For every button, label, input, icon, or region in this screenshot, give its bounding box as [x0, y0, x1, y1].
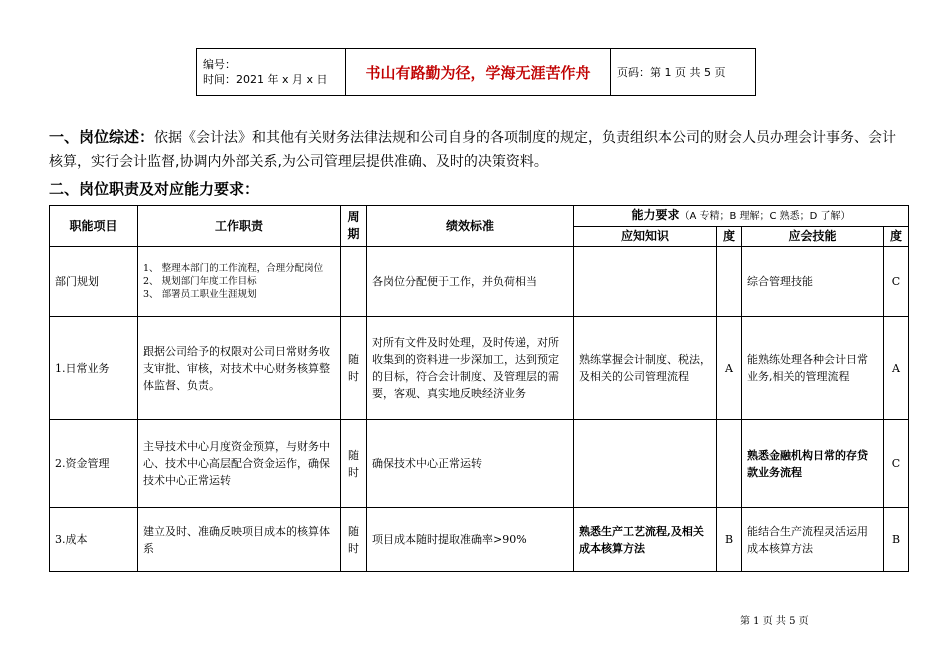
cell-degree-knowledge — [717, 247, 742, 317]
header-standard: 绩效标准 — [367, 206, 574, 247]
section-overview — [49, 125, 909, 174]
cell-degree-skill: C — [884, 247, 909, 317]
header-ability-title: 能力要求 — [631, 208, 680, 222]
cell-degree-skill: B — [884, 508, 909, 572]
cell-function: 1.日常业务 — [50, 317, 138, 420]
table-row — [50, 247, 909, 317]
cell-period: 随时 — [341, 508, 367, 572]
cell-period: 随时 — [341, 317, 367, 420]
list-item: 1、 整理本部门的工作流程，合理分配岗位 — [143, 263, 324, 274]
header-meta — [197, 49, 346, 96]
document-header — [196, 48, 756, 96]
cell-degree-knowledge: A — [717, 317, 742, 420]
table-row — [50, 508, 909, 572]
cell-standard: 对所有文件及时处理，及时传递，对所收集到的资料进一步深加工，达到预定的目标，符合会计制度、及管理层的需要，客观、真实地反映经济业务 — [367, 317, 574, 420]
cell-knowledge: 熟悉生产工艺流程,及相关成本核算方法 — [574, 508, 717, 572]
number-label: 编号： — [203, 58, 236, 71]
cell-standard: 确保技术中心正常运转 — [367, 420, 574, 508]
cell-degree-knowledge: B — [717, 508, 742, 572]
header-ability — [574, 206, 909, 227]
cell-duty: 跟据公司给予的权限对公司日常财务收支审批、审核，对技术中心财务核算整体监督、负责。 — [138, 317, 341, 420]
cell-degree-knowledge — [717, 420, 742, 508]
time-label: 时间：2021 年 x 月 x 日 — [203, 73, 328, 86]
cell-period: 随时 — [341, 420, 367, 508]
cell-period — [341, 247, 367, 317]
cell-duty — [138, 247, 341, 317]
cell-skill: 能结合生产流程灵活运用成本核算方法 — [742, 508, 884, 572]
header-function: 职能项目 — [50, 206, 138, 247]
cell-knowledge: 熟练掌握会计制度、税法，及相关的公司管理流程 — [574, 317, 717, 420]
header-page: 页码：第 1 页 共 5 页 — [611, 49, 756, 96]
header-skill: 应会技能 — [742, 227, 884, 247]
section-overview-text: 依据《会计法》和其他有关财务法律法规和公司自身的各项制度的规定，负责组织本公司的财会人员办理会计事务、会计核算，实行会计监督,协调内外部关系,为公司管理层提供准确、及时的决策资料。 — [49, 130, 897, 170]
cell-duty: 主导技术中心月度资金预算，与财务中心、技术中心高层配合资金运作，确保技术中心正常运转 — [138, 420, 341, 508]
cell-skill: 能熟练处理各种会计日常业务,相关的管理流程 — [742, 317, 884, 420]
duty-list — [143, 262, 335, 301]
header-period: 周期 — [341, 206, 367, 247]
cell-skill: 综合管理技能 — [742, 247, 884, 317]
cell-degree-skill: C — [884, 420, 909, 508]
section-overview-title: 一、岗位综述： — [49, 128, 155, 146]
list-item: 3、 部署员工职业生涯规划 — [143, 289, 257, 300]
cell-function: 2.资金管理 — [50, 420, 138, 508]
header-degree-skill: 度 — [884, 227, 909, 247]
header-duty: 工作职责 — [138, 206, 341, 247]
header-knowledge: 应知知识 — [574, 227, 717, 247]
cell-standard: 项目成本随时提取准确率>90% — [367, 508, 574, 572]
cell-skill: 熟悉金融机构日常的存贷款业务流程 — [742, 420, 884, 508]
table-row — [50, 317, 909, 420]
cell-duty: 建立及时、准确反映项目成本的核算体系 — [138, 508, 341, 572]
cell-knowledge — [574, 420, 717, 508]
table-row — [50, 420, 909, 508]
duties-table — [49, 205, 909, 572]
cell-function: 3.成本 — [50, 508, 138, 572]
cell-function: 部门规划 — [50, 247, 138, 317]
cell-knowledge — [574, 247, 717, 317]
header-degree-knowledge: 度 — [717, 227, 742, 247]
cell-standard: 各岗位分配便于工作，并负荷相当 — [367, 247, 574, 317]
header-ability-note: （A 专精；B 理解；C 熟悉；D 了解） — [679, 211, 851, 222]
section-duties-title: 二、岗位职责及对应能力要求： — [49, 180, 260, 198]
cell-degree-skill: A — [884, 317, 909, 420]
header-motto: 书山有路勤为径，学海无涯苦作舟 — [346, 49, 611, 96]
page-footer: 第 1 页 共 5 页 — [740, 616, 809, 627]
list-item: 2、 规划部门年度工作目标 — [143, 276, 257, 287]
